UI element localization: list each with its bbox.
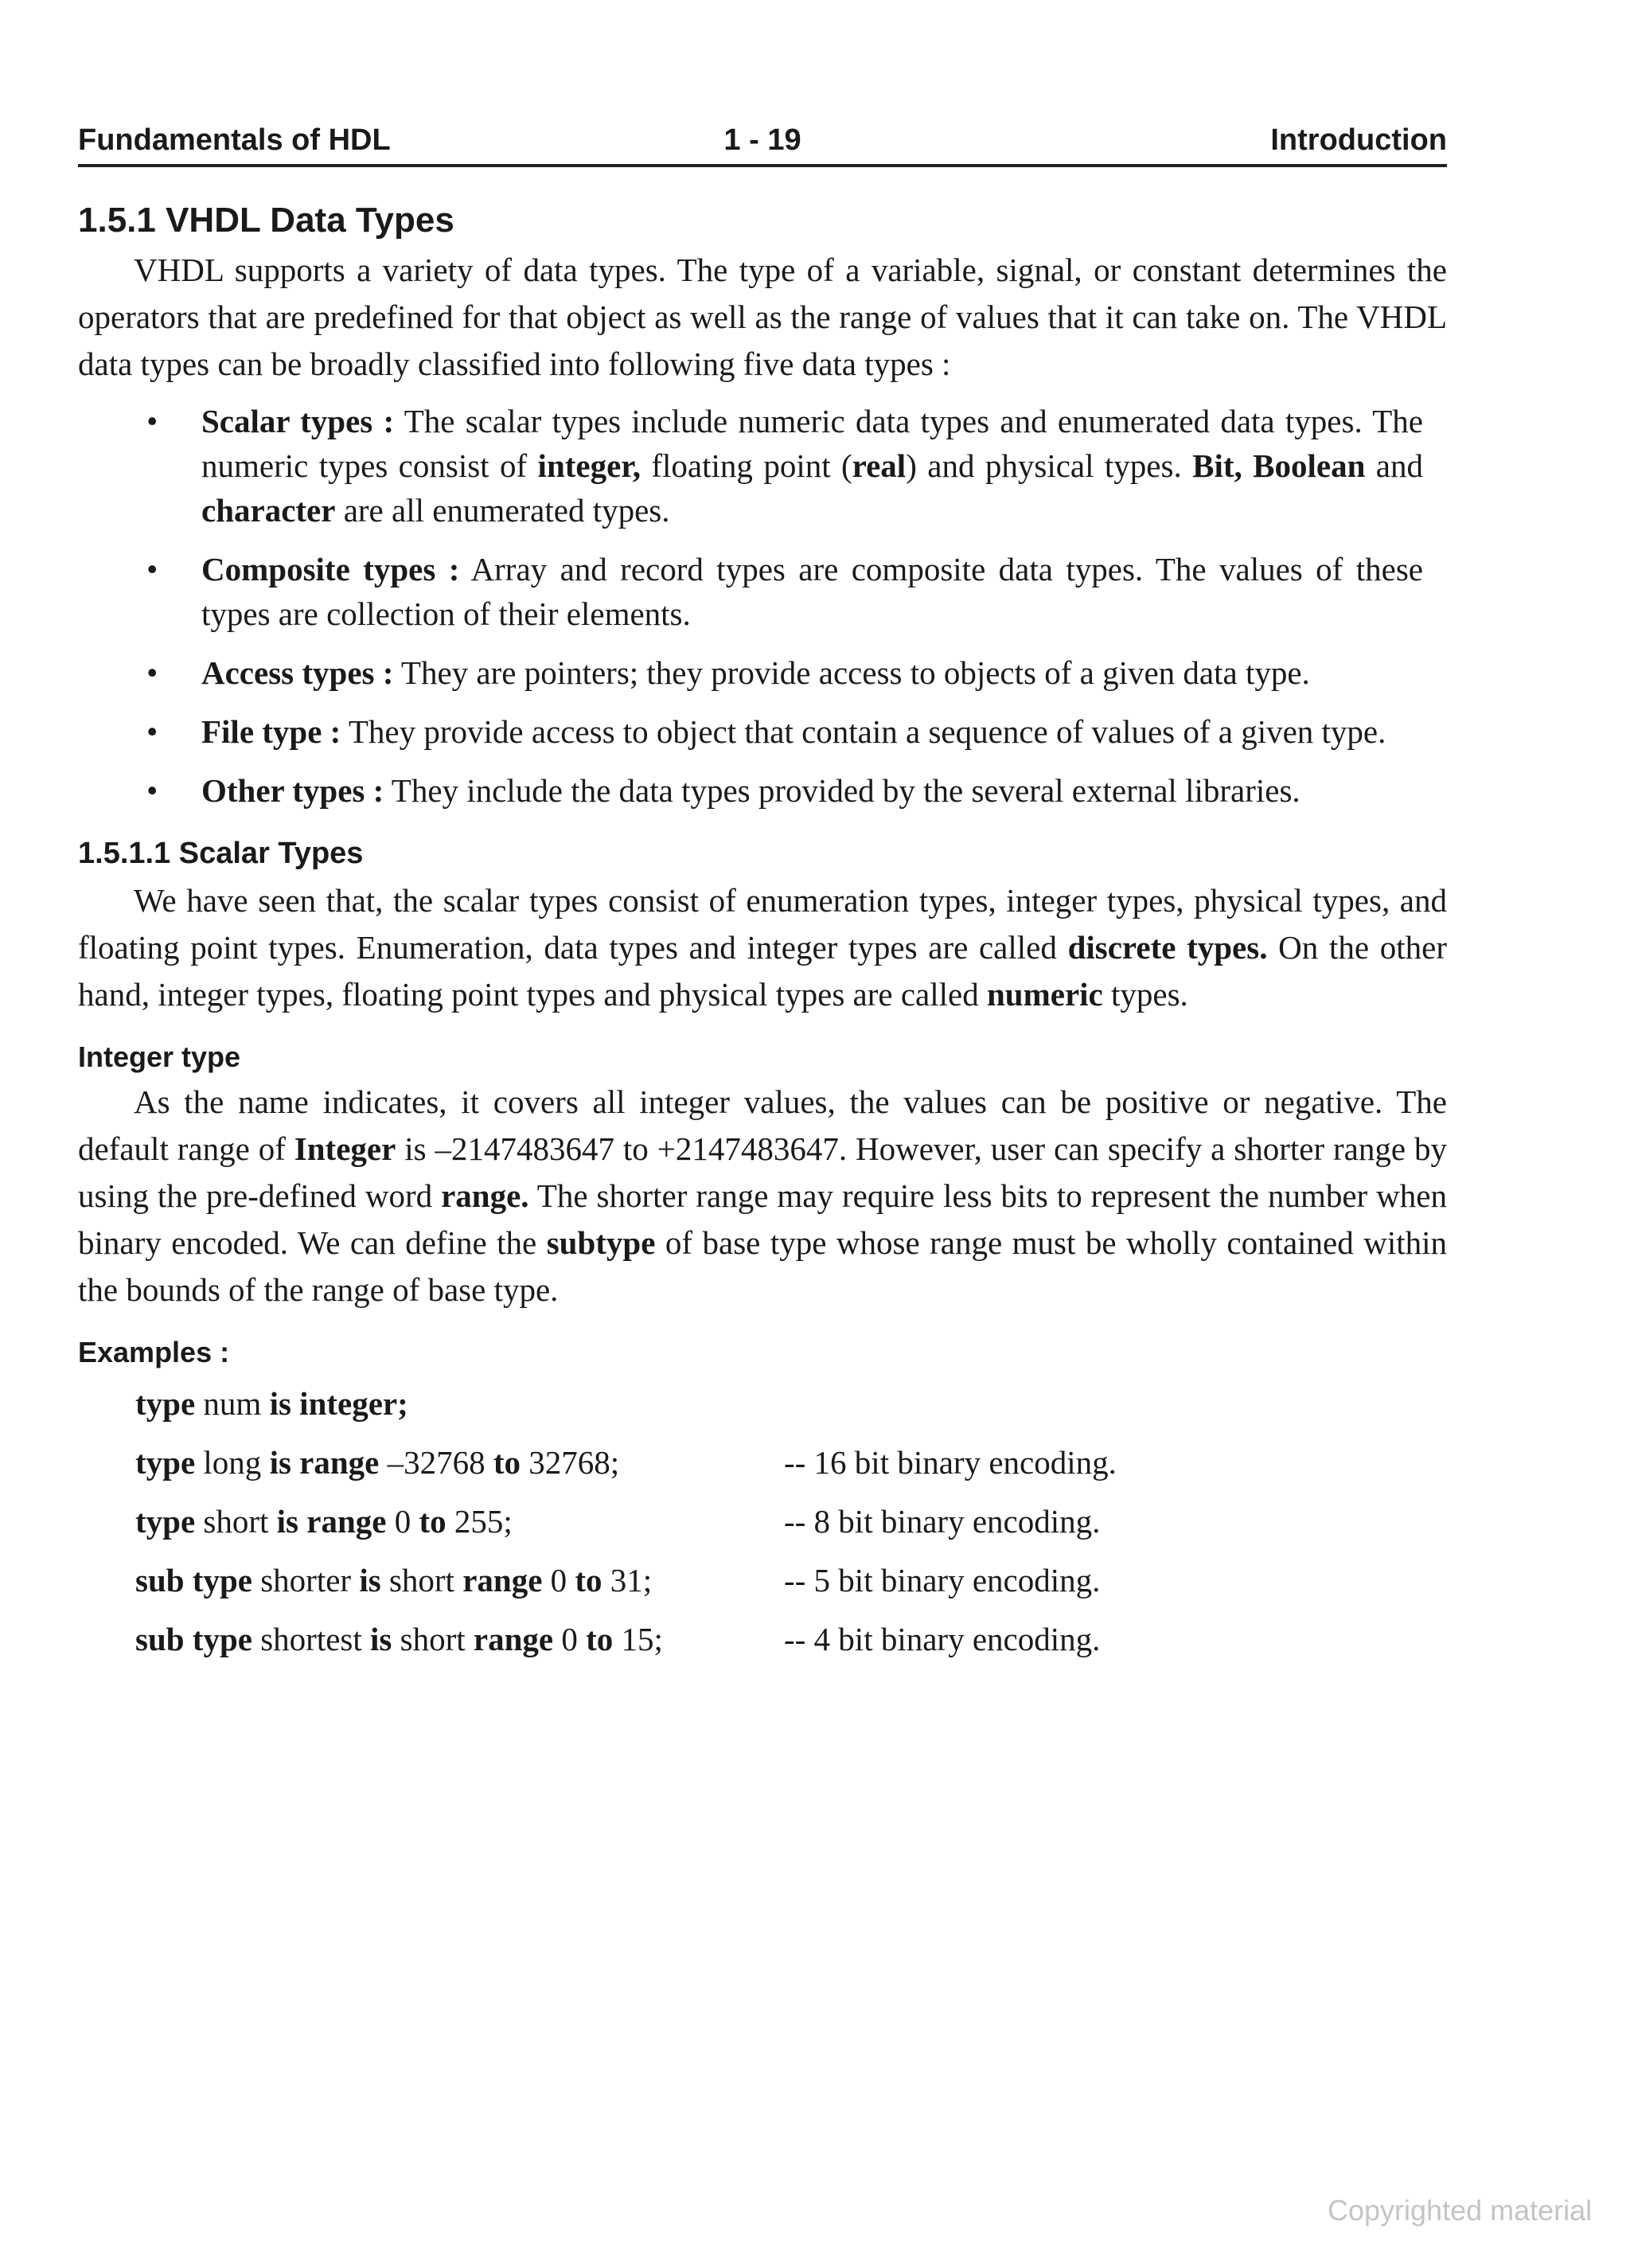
code-keyword: to — [586, 1621, 614, 1657]
code-keyword: sub type — [135, 1562, 252, 1599]
list-item — [78, 399, 1447, 533]
bullet-icon: • — [146, 772, 158, 809]
paragraph-text: We have seen that, the scalar types consist of enumeration types, integer types, physical types, and floating point types. Enumeration, data types and integer types are called — [78, 882, 1447, 966]
code-keyword: range — [462, 1562, 543, 1599]
header-page-number: 1 - 19 — [723, 123, 801, 157]
code-token: short — [380, 1562, 463, 1599]
copyright-watermark: Copyrighted material — [1328, 2194, 1593, 2227]
list-item-text: ) and physical types. — [906, 447, 1193, 484]
list-item-keyword: real — [852, 447, 907, 484]
code-keyword: is — [370, 1621, 392, 1657]
code-line — [135, 1610, 1447, 1669]
paragraph-text: types. — [1102, 976, 1188, 1013]
list-item-text: They provide access to object that contain a sequence of values of a given type. — [341, 713, 1386, 750]
code-token: shorter — [252, 1562, 360, 1599]
list-item-text: Array and record types are composite data types. The values of these types are collection of their elements. — [201, 551, 1423, 632]
code-keyword: is range — [269, 1444, 380, 1481]
code-text — [135, 1433, 784, 1492]
list-item-term: Access types : — [201, 654, 394, 691]
code-token: short — [392, 1621, 474, 1657]
code-token: –32768 — [379, 1444, 493, 1481]
section-heading: 1.5.1 VHDL Data Types — [78, 201, 454, 240]
bullet-icon: • — [146, 403, 158, 439]
bullet-icon: • — [146, 654, 158, 691]
code-examples — [78, 1374, 1447, 1669]
list-item-text: They are pointers; they provide access to objects of a given data type. — [393, 654, 1310, 691]
code-keyword: is — [269, 1385, 291, 1422]
paragraph-text: The shorter range may require less bits to represent the number when binary encoded. We can define the — [78, 1177, 1447, 1261]
bullet-icon: • — [146, 551, 158, 587]
code-keyword: to — [493, 1444, 521, 1481]
integer-type-heading: Integer type — [78, 1040, 241, 1073]
code-keyword: to — [419, 1503, 446, 1540]
code-line — [135, 1492, 1447, 1551]
code-token: 0 — [542, 1562, 575, 1599]
list-item — [78, 768, 1447, 813]
code-keyword: to — [575, 1562, 602, 1599]
code-token: short — [195, 1503, 277, 1540]
list-item-text: floating point ( — [640, 447, 852, 484]
code-keyword: range — [473, 1621, 554, 1657]
code-text — [135, 1374, 408, 1433]
code-token: 31; — [602, 1562, 653, 1599]
code-comment: -- 4 bit binary encoding. — [784, 1621, 1101, 1657]
list-item — [78, 650, 1447, 695]
section-intro: VHDL supports a variety of data types. The type of a variable, signal, or constant determines the operators that are predefined for that object as well as the range of values that it can take on. The VHDL data types can be broadly classified into following five data types : — [78, 252, 1447, 382]
code-comment: -- 5 bit binary encoding. — [784, 1562, 1101, 1599]
subsection-heading: 1.5.1.1 Scalar Types — [78, 837, 364, 870]
code-keyword: is — [359, 1562, 381, 1599]
paragraph-keyword: numeric — [986, 976, 1103, 1013]
paragraph-keyword: range. — [441, 1177, 529, 1214]
scalar-paragraph — [78, 877, 1447, 1018]
code-token: long — [195, 1444, 270, 1481]
examples-heading: Examples : — [78, 1336, 230, 1368]
book-page — [78, 118, 1447, 1669]
paragraph-text: On the other hand, integer types, floating point types and physical types are called — [78, 929, 1447, 1013]
header-book-title: Fundamentals of HDL — [78, 123, 391, 157]
code-keyword: type — [135, 1503, 196, 1540]
code-token — [291, 1385, 299, 1422]
paragraph-keyword: subtype — [546, 1224, 656, 1261]
code-token: 15; — [613, 1621, 663, 1657]
list-item-term: Composite types : — [201, 551, 460, 587]
data-type-list — [78, 399, 1447, 813]
page-header — [78, 118, 1447, 167]
list-item-term: Scalar types : — [201, 403, 395, 439]
code-token: 0 — [553, 1621, 587, 1657]
code-keyword: type — [135, 1385, 196, 1422]
list-item-keyword: integer, — [537, 447, 641, 484]
list-item-keyword: character — [201, 492, 336, 529]
bullet-icon: • — [146, 713, 158, 750]
paragraph-keyword: discrete types. — [1067, 929, 1268, 966]
list-item — [78, 547, 1447, 636]
code-token: num — [195, 1385, 270, 1422]
list-item-term: Other types : — [201, 772, 384, 809]
code-comment: -- 8 bit binary encoding. — [784, 1503, 1101, 1540]
code-keyword: integer; — [299, 1385, 408, 1422]
code-keyword: type — [135, 1444, 196, 1481]
paragraph-text: is –2147483647 to +2147483647. However, user can specify a shorter range by using the pre-defined word — [78, 1130, 1447, 1214]
paragraph-text: As the name indicates, it covers all integer values, the values can be positive or negative. The default range of — [78, 1083, 1447, 1167]
integer-paragraph — [78, 1079, 1447, 1314]
code-text — [135, 1610, 784, 1669]
code-line — [135, 1433, 1447, 1492]
code-keyword: is range — [276, 1503, 387, 1540]
list-item-term: File type : — [201, 713, 341, 750]
list-item-text: and — [1365, 447, 1424, 484]
code-token: 32768; — [521, 1444, 620, 1481]
code-token: 0 — [386, 1503, 419, 1540]
header-chapter-title: Introduction — [1270, 123, 1447, 157]
list-item-text: The scalar types include numeric data types and enumerated data types. The numeric types consist of — [201, 403, 1423, 484]
code-line — [135, 1374, 1447, 1433]
code-text — [135, 1551, 784, 1610]
code-line — [135, 1551, 1447, 1610]
list-item-text: They include the data types provided by the several external libraries. — [384, 772, 1300, 809]
paragraph-keyword: Integer — [294, 1130, 396, 1167]
list-item-keyword: Bit, Boolean — [1192, 447, 1366, 484]
paragraph-text: of base type whose range must be wholly contained within the bounds of the range of base type. — [78, 1224, 1447, 1308]
code-token: shortest — [252, 1621, 371, 1657]
code-text — [135, 1492, 784, 1551]
code-token: 255; — [446, 1503, 513, 1540]
code-comment: -- 16 bit binary encoding. — [784, 1444, 1117, 1481]
list-item-text: are all enumerated types. — [335, 492, 670, 529]
list-item — [78, 709, 1447, 754]
code-keyword: sub type — [135, 1621, 252, 1657]
